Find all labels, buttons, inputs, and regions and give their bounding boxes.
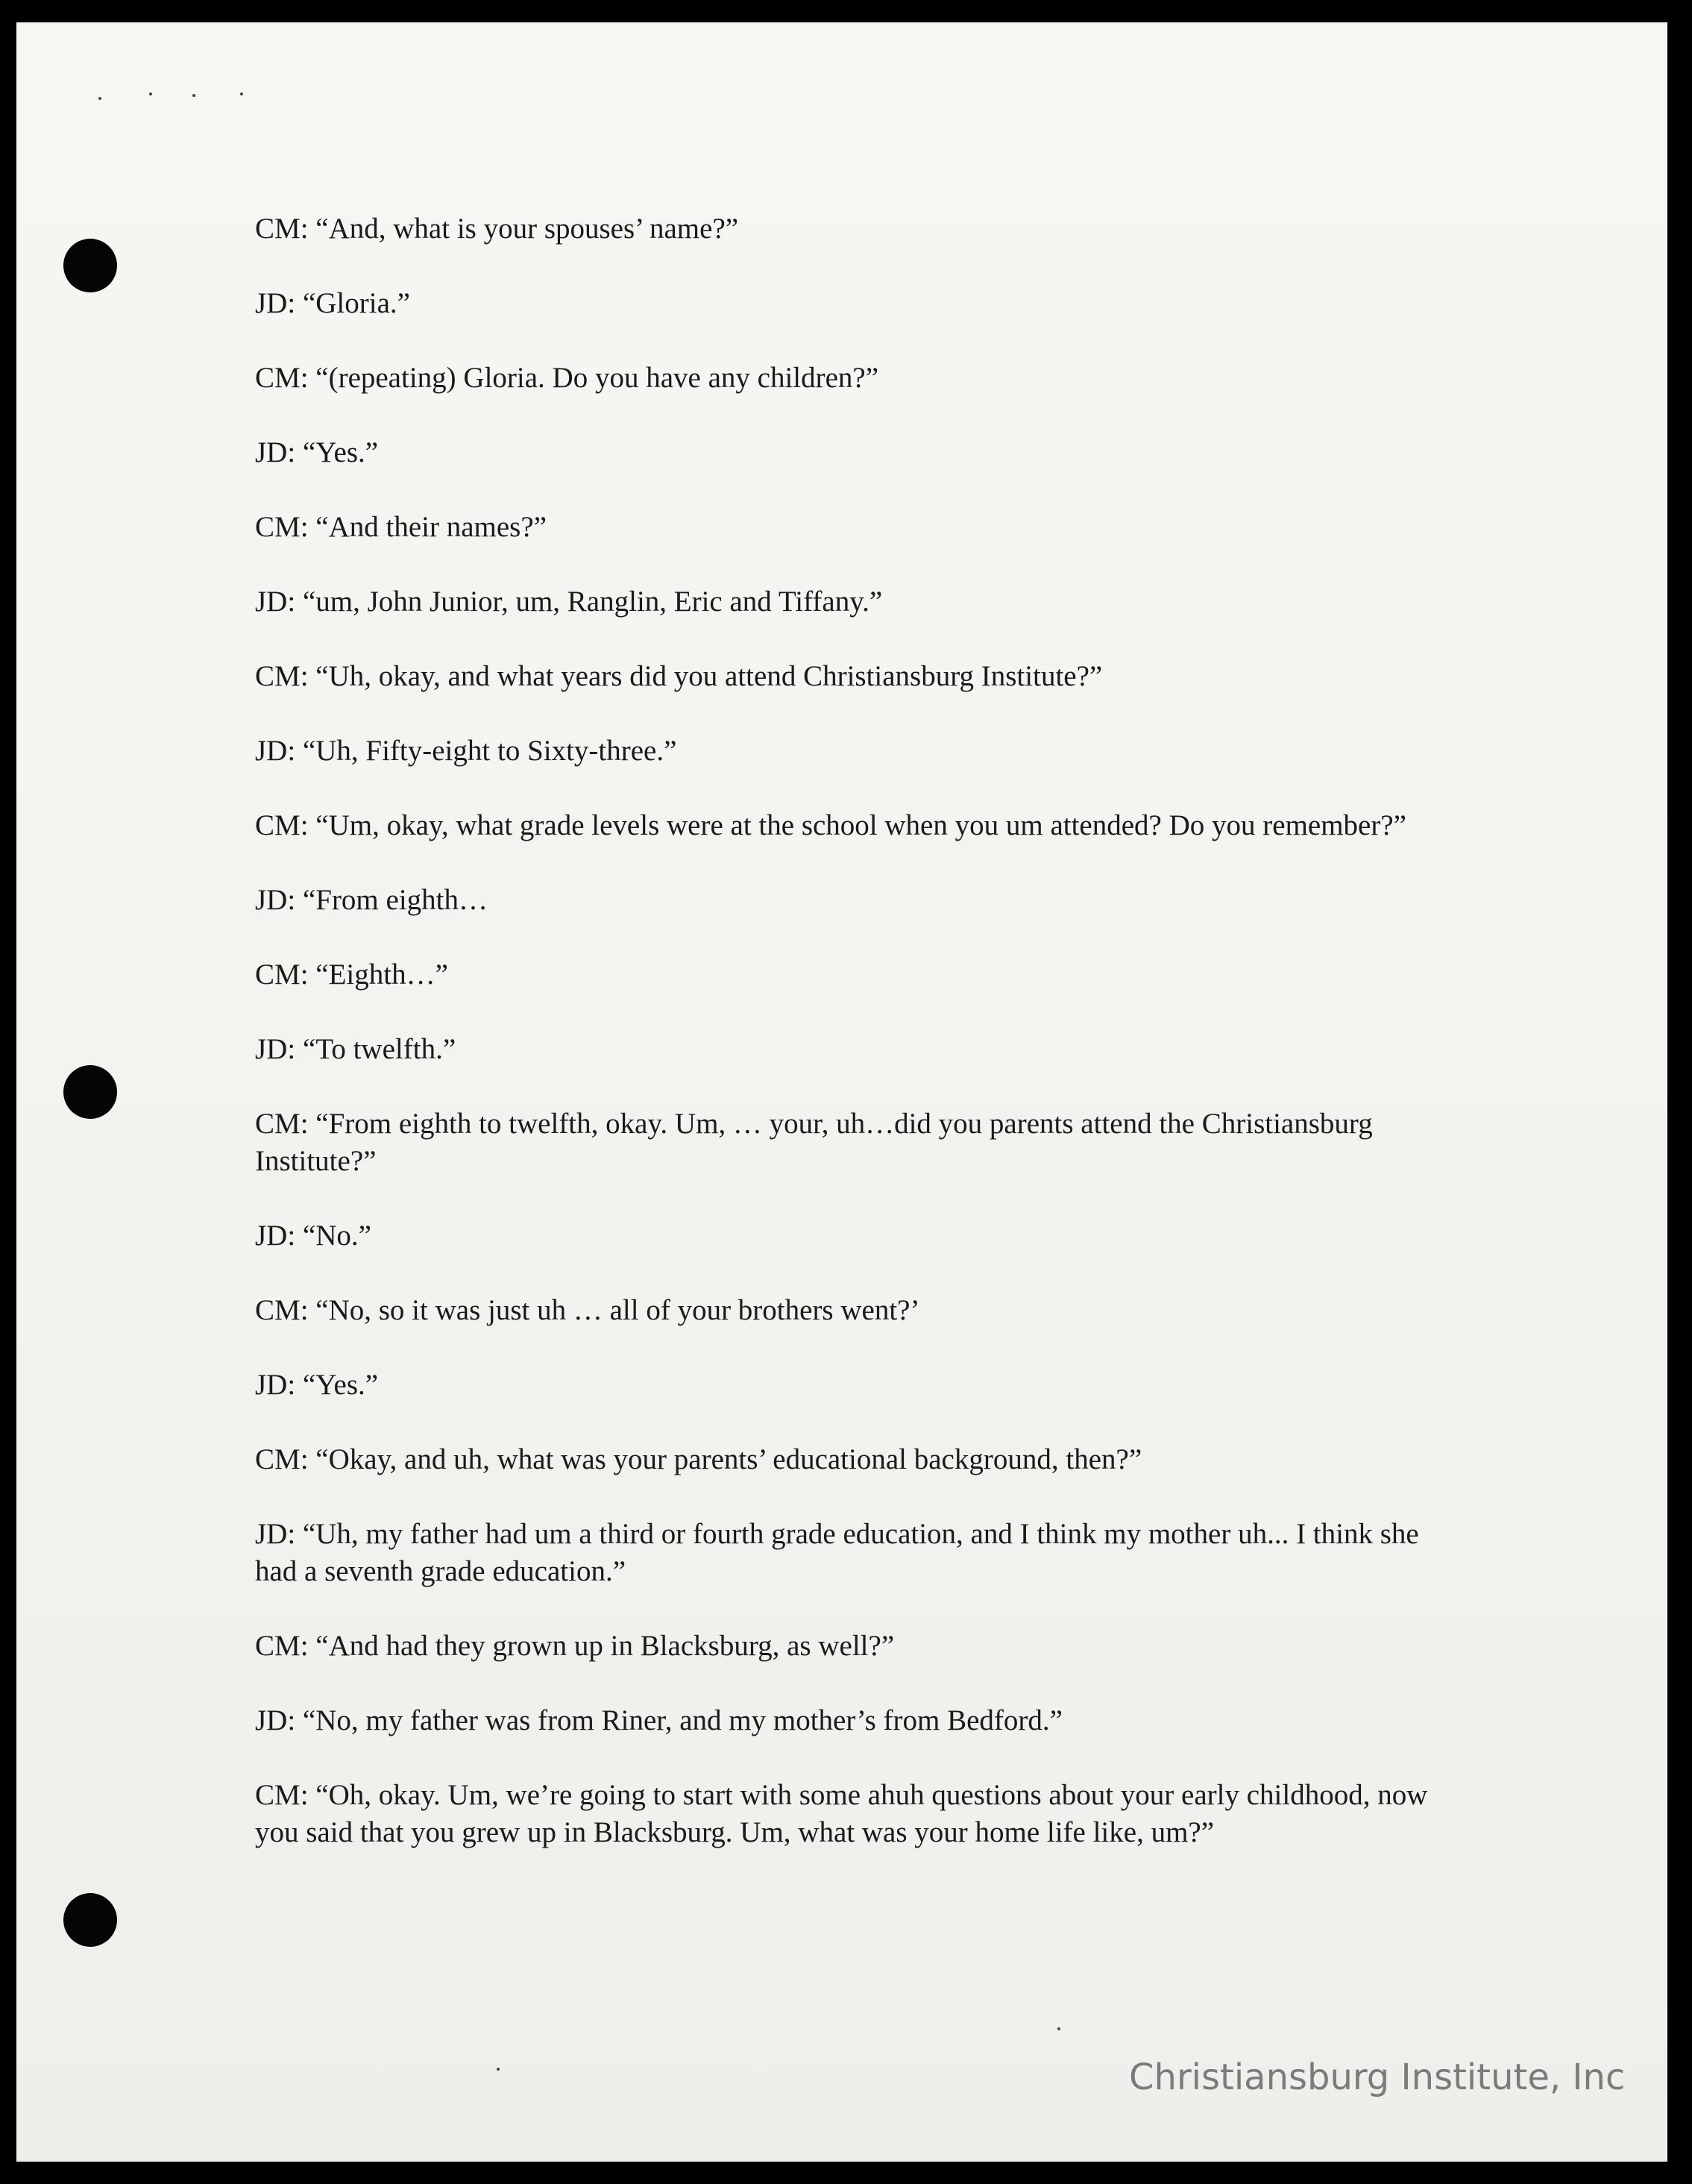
speaker-label: CM:	[255, 213, 309, 245]
speaker-label: JD:	[255, 1518, 296, 1550]
binder-hole-bottom	[63, 1893, 117, 1947]
utterance-text: “No, so it was just uh … all of your brothers went?’	[315, 1294, 920, 1326]
transcript-line	[255, 882, 1463, 919]
paper-speck	[497, 2068, 500, 2071]
transcript-line	[255, 1292, 1463, 1329]
paper-speck	[98, 97, 101, 100]
transcript-line	[255, 210, 1463, 248]
speaker-label: JD:	[255, 1369, 296, 1401]
speaker-label: JD:	[255, 287, 296, 319]
transcript-line	[255, 1217, 1463, 1255]
speaker-label: CM:	[255, 660, 309, 692]
binder-hole-middle	[63, 1065, 117, 1119]
transcript-line	[255, 1516, 1463, 1590]
speaker-label: JD:	[255, 1033, 296, 1065]
speaker-label: CM:	[255, 809, 309, 841]
watermark: Christiansburg Institute, Inc	[1129, 2056, 1626, 2098]
interview-transcript	[255, 210, 1463, 1889]
paper-speck	[192, 94, 195, 97]
utterance-text: “To twelfth.”	[302, 1033, 456, 1065]
transcript-line	[255, 509, 1463, 546]
transcript-line	[255, 1702, 1463, 1739]
speaker-label: CM:	[255, 1294, 309, 1326]
utterance-text: “Yes.”	[302, 436, 379, 468]
utterance-text: “No, my father was from Riner, and my mother’s from Bedford.”	[302, 1704, 1063, 1736]
speaker-label: JD:	[255, 735, 296, 767]
paper-speck	[149, 92, 152, 95]
utterance-text: “Uh, okay, and what years did you attend Christiansburg Institute?”	[315, 660, 1103, 692]
utterance-text: “Gloria.”	[302, 287, 410, 319]
transcript-line	[255, 1031, 1463, 1068]
utterance-text: “From eighth to twelfth, okay. Um, … your, uh…did you parents attend the Christiansburg Institute?”	[255, 1108, 1373, 1177]
transcript-line	[255, 807, 1463, 844]
utterance-text: “Oh, okay. Um, we’re going to start with some ahuh questions about your early childhood, now you said that you grew up in Blacksburg. Um, what was your home life like, um?”	[255, 1779, 1428, 1848]
speaker-label: JD:	[255, 586, 296, 618]
transcript-line	[255, 434, 1463, 471]
speaker-label: JD:	[255, 1704, 296, 1736]
speaker-label: CM:	[255, 1443, 309, 1475]
transcript-line	[255, 1105, 1463, 1180]
utterance-text: “(repeating) Gloria. Do you have any children?”	[315, 362, 879, 394]
utterance-text: “From eighth…	[302, 884, 488, 916]
transcript-line	[255, 956, 1463, 994]
speaker-label: JD:	[255, 436, 296, 468]
transcript-line	[255, 732, 1463, 770]
transcript-line	[255, 360, 1463, 397]
speaker-label: CM:	[255, 362, 309, 394]
utterance-text: “And their names?”	[315, 511, 547, 543]
speaker-label: CM:	[255, 511, 309, 543]
utterance-text: “um, John Junior, um, Ranglin, Eric and Tiffany.”	[302, 586, 883, 618]
transcript-line	[255, 658, 1463, 695]
speaker-label: JD:	[255, 1220, 296, 1252]
transcript-line	[255, 285, 1463, 322]
utterance-text: “Eighth…”	[315, 958, 448, 991]
utterance-text: “Uh, Fifty-eight to Sixty-three.”	[302, 735, 677, 767]
speaker-label: CM:	[255, 958, 309, 991]
paper-speck	[1057, 2027, 1060, 2030]
speaker-label: CM:	[255, 1108, 309, 1140]
utterance-text: “No.”	[302, 1220, 371, 1252]
utterance-text: “And, what is your spouses’ name?”	[315, 213, 739, 245]
transcript-line	[255, 583, 1463, 621]
speaker-label: JD:	[255, 884, 296, 916]
paper-speck	[240, 92, 243, 95]
utterance-text: “Okay, and uh, what was your parents’ educational background, then?”	[315, 1443, 1142, 1475]
speaker-label: CM:	[255, 1630, 309, 1662]
transcript-line	[255, 1777, 1463, 1851]
utterance-text: “Uh, my father had um a third or fourth grade education, and I think my mother uh... I think she had a seventh grade education.”	[255, 1518, 1419, 1587]
speaker-label: CM:	[255, 1779, 309, 1811]
binder-hole-top	[63, 239, 117, 292]
transcript-line	[255, 1441, 1463, 1478]
transcript-line	[255, 1366, 1463, 1404]
utterance-text: “Yes.”	[302, 1369, 379, 1401]
utterance-text: “Um, okay, what grade levels were at the school when you um attended? Do you remember?”	[315, 809, 1406, 841]
transcript-line	[255, 1628, 1463, 1665]
utterance-text: “And had they grown up in Blacksburg, as well?”	[315, 1630, 895, 1662]
